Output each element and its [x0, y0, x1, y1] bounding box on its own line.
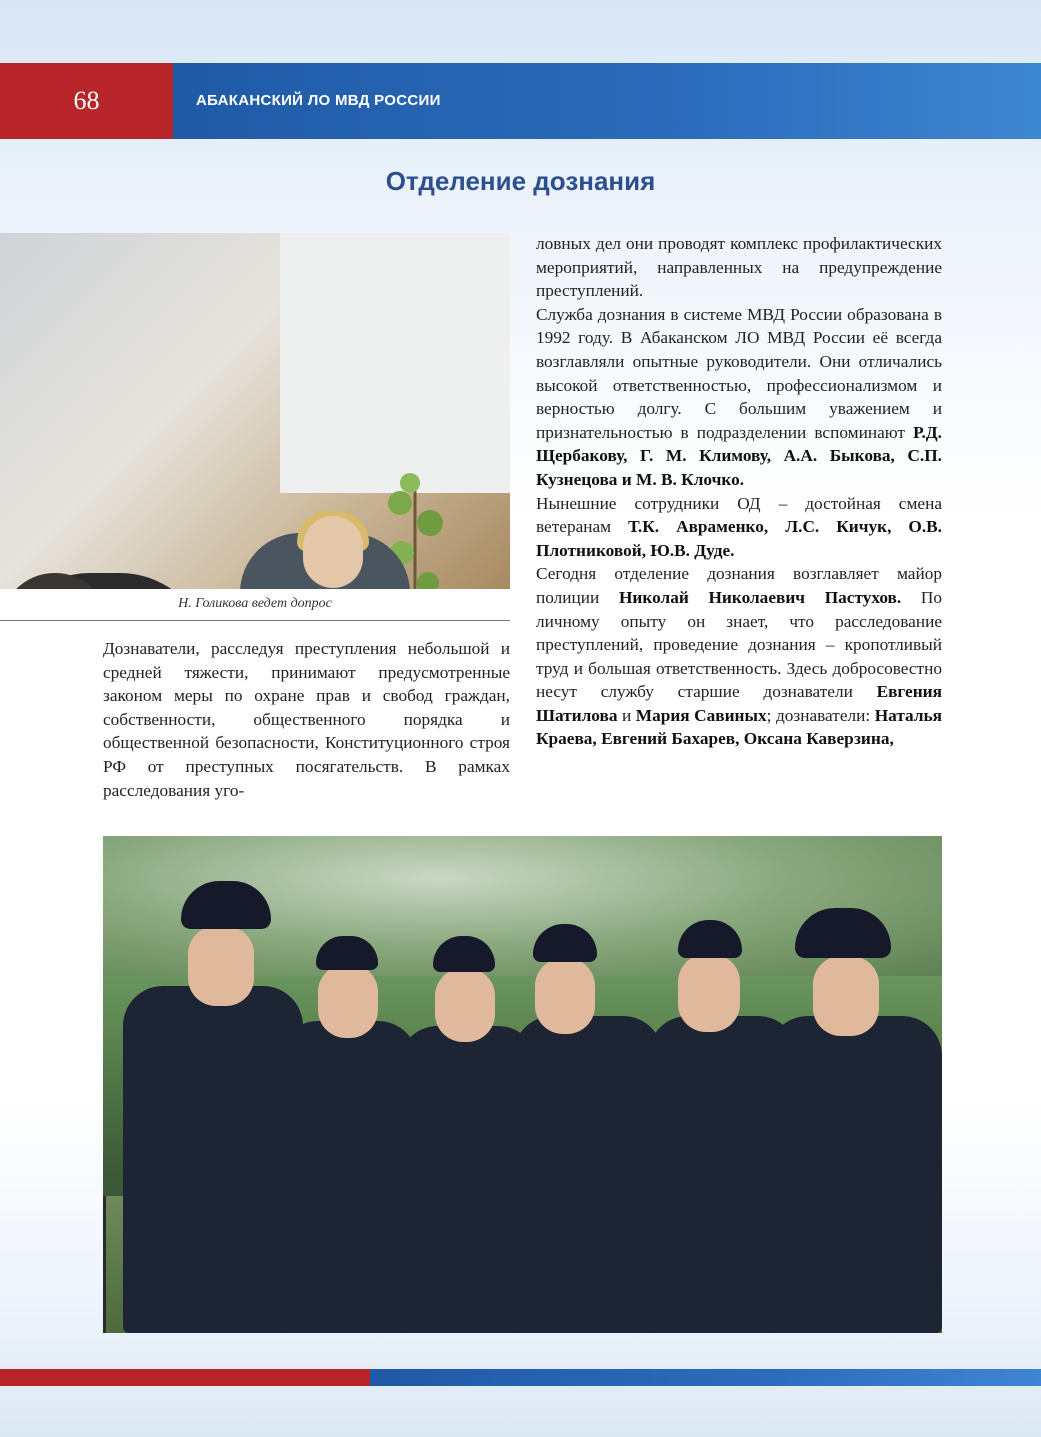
p2-text: Служба дознания в системе МВД России образована в 1992 году. В Абаканском ЛО МВД России её всегда возглавляли опытные руководители. Они отличались высокой ответственностью, профессионализмом и верностью долгу. С большим уважением и признательностью в подразделении вспоминают	[536, 304, 942, 442]
group-officer-2-face	[318, 964, 378, 1038]
left-column	[103, 637, 510, 802]
group-officer-4	[513, 1016, 663, 1333]
group-officer-3-face	[435, 968, 495, 1042]
group-officer-6-face	[813, 956, 879, 1036]
bottom-blue-block	[370, 1369, 1041, 1386]
p3-text: Нынешние сотрудники ОД – достойная смена ветеранам	[536, 493, 942, 537]
right-paragraph-3	[536, 492, 942, 563]
group-officer-6	[768, 1016, 942, 1333]
section-title: Отделение дознания	[385, 166, 656, 196]
header-band	[0, 63, 1041, 139]
group-officer-1-face	[188, 926, 254, 1006]
page-number: 68	[73, 86, 100, 115]
left-paragraph: Дознаватели, расследуя преступления небольшой и средней тяжести, принимают предусмотренные законом меры по охране прав и свобод граждан, собственности, общественного порядка и общественной безопасности, Конституционного строя РФ от преступных посягательств. В рамках расследования уго-	[103, 639, 510, 800]
group-officer-2	[278, 1021, 418, 1333]
interrogation-photo	[0, 233, 510, 589]
p4-name-1: Евгения Шатилова	[536, 682, 942, 725]
photo-caption: Н. Голикова ведет допрос	[178, 596, 332, 611]
group-officer-1	[123, 986, 303, 1333]
running-head: АБАКАНСКИЙ ЛО МВД РОССИИ	[196, 92, 441, 109]
p4-text-4: ; дознаватели:	[766, 705, 875, 725]
group-officer-5-face	[678, 954, 740, 1032]
caption-rule	[0, 620, 510, 621]
p4-name-2: Мария Савиных	[635, 705, 767, 725]
bottom-red-block	[0, 1369, 370, 1386]
p4-text-3: и	[617, 705, 636, 725]
right-paragraph-1: ловных дел они проводят комплекс профилактических мероприятий, направленных на предупреждение преступлений.	[536, 234, 942, 301]
right-paragraph-2	[536, 303, 942, 492]
p4-text-1: Сегодня отделение дознания возглавляет майор полиции	[536, 564, 942, 607]
p4-text-2: По личному опыту он знает, что расследование преступлений, проведение дознания – кропотливый труд и большая ответственность. Здесь добросовестно несут службу старшие дознаватели	[536, 587, 942, 702]
right-column	[536, 232, 942, 751]
bottom-band	[0, 1369, 1041, 1386]
group-photo	[103, 836, 942, 1333]
p3-names: Т.К. Авраменко, Л.С. Кичук, О.В. Плотниковой, Ю.В. Дуде.	[536, 517, 942, 560]
p4-names-rest: Наталья Краева, Евгений Бахарев, Оксана Каверзина,	[536, 705, 942, 749]
right-paragraph-4	[536, 562, 942, 751]
p4-name-head: Николай Николаевич Пастухов.	[618, 587, 902, 607]
group-officer-4-face	[535, 958, 595, 1034]
p2-names: Р.Д. Щербакову, Г. М. Климову, А.А. Быкова, С.П. Кузнецова и М. В. Клочко.	[536, 422, 942, 489]
photo-window	[280, 233, 510, 493]
photo-officer-face	[303, 516, 363, 588]
